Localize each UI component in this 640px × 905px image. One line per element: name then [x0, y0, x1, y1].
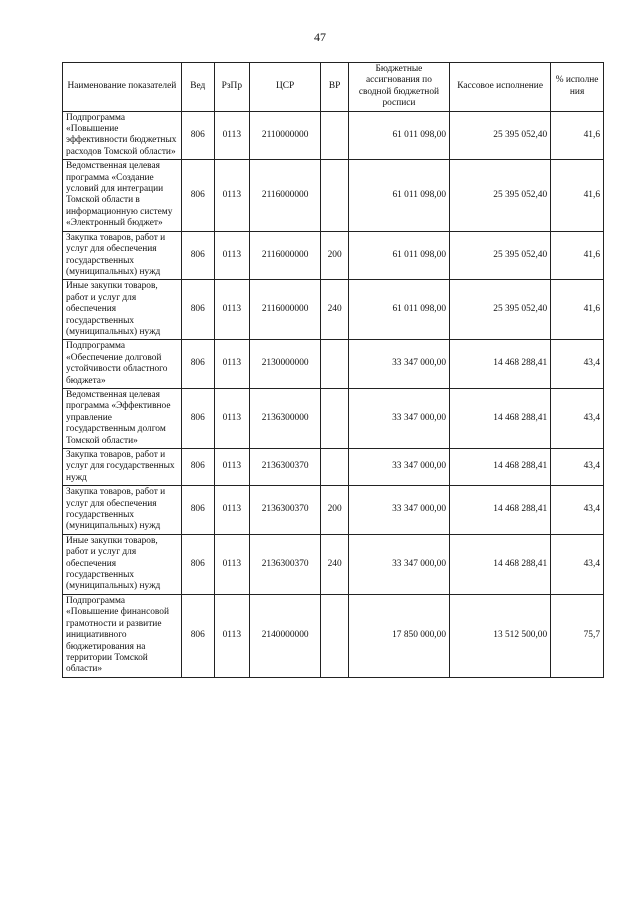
- cell-vr: [321, 160, 348, 231]
- cell-ved: 806: [181, 388, 214, 448]
- cell-rzpr: 0113: [214, 340, 249, 389]
- cell-budget: 33 347 000,00: [348, 388, 449, 448]
- cell-budget: 33 347 000,00: [348, 486, 449, 535]
- page-number: 47: [314, 30, 326, 44]
- cell-ved: 806: [181, 231, 214, 280]
- cell-name: Закупка товаров, работ и услуг для обеспечения государственных (муниципальных) нужд: [63, 231, 182, 280]
- cell-ved: 806: [181, 486, 214, 535]
- cell-budget: 33 347 000,00: [348, 340, 449, 389]
- cell-vr: [321, 449, 348, 486]
- cell-csr: 2136300370: [249, 449, 320, 486]
- cell-name: Подпрограмма «Повышение эффективности бюджетных расходов Томской области»: [63, 111, 182, 160]
- cell-vr: 240: [321, 534, 348, 594]
- cell-ved: 806: [181, 111, 214, 160]
- cell-budget: 17 850 000,00: [348, 594, 449, 677]
- cell-rzpr: 0113: [214, 388, 249, 448]
- cell-vr: 200: [321, 231, 348, 280]
- cell-budget: 33 347 000,00: [348, 449, 449, 486]
- cell-vr: [321, 340, 348, 389]
- header-budget: Бюджетные ассигнования по сводной бюджетной росписи: [348, 63, 449, 112]
- cell-name: Подпрограмма «Повышение финансовой грамотности и развитие инициативного бюджетирования на территории Томской области»: [63, 594, 182, 677]
- cell-cash: 25 395 052,40: [450, 231, 551, 280]
- cell-cash: 14 468 288,41: [450, 534, 551, 594]
- header-rzpr: РзПр: [214, 63, 249, 112]
- cell-csr: 2116000000: [249, 231, 320, 280]
- cell-ved: 806: [181, 449, 214, 486]
- cell-name: Ведомственная целевая программа «Создание условий для интеграции Томской области в информационную систему «Электронный бюджет»: [63, 160, 182, 231]
- table-row: [63, 280, 604, 340]
- cell-pct: 43,4: [551, 449, 604, 486]
- cell-cash: 25 395 052,40: [450, 280, 551, 340]
- cell-pct: 43,4: [551, 388, 604, 448]
- cell-pct: 43,4: [551, 340, 604, 389]
- cell-ved: 806: [181, 340, 214, 389]
- cell-budget: 61 011 098,00: [348, 231, 449, 280]
- cell-budget: 61 011 098,00: [348, 111, 449, 160]
- cell-csr: 2110000000: [249, 111, 320, 160]
- cell-pct: 75,7: [551, 594, 604, 677]
- cell-ved: 806: [181, 280, 214, 340]
- cell-ved: 806: [181, 534, 214, 594]
- budget-execution-table: [62, 62, 604, 678]
- cell-cash: 13 512 500,00: [450, 594, 551, 677]
- cell-name: Ведомственная целевая программа «Эффективное управление государственным долгом Томской области»: [63, 388, 182, 448]
- cell-rzpr: 0113: [214, 486, 249, 535]
- cell-pct: 41,6: [551, 111, 604, 160]
- cell-rzpr: 0113: [214, 449, 249, 486]
- cell-ved: 806: [181, 160, 214, 231]
- cell-name: Иные закупки товаров, работ и услуг для обеспечения государственных (муниципальных) нужд: [63, 280, 182, 340]
- cell-csr: 2116000000: [249, 280, 320, 340]
- cell-budget: 61 011 098,00: [348, 160, 449, 231]
- cell-vr: [321, 388, 348, 448]
- cell-budget: 61 011 098,00: [348, 280, 449, 340]
- cell-budget: 33 347 000,00: [348, 534, 449, 594]
- header-vr: ВР: [321, 63, 348, 112]
- table-header-row: [63, 63, 604, 112]
- cell-name: Подпрограмма «Обеспечение долговой устойчивости областного бюджета»: [63, 340, 182, 389]
- cell-rzpr: 0113: [214, 231, 249, 280]
- cell-csr: 2116000000: [249, 160, 320, 231]
- cell-csr: 2136300370: [249, 486, 320, 535]
- cell-cash: 14 468 288,41: [450, 449, 551, 486]
- table-row: [63, 449, 604, 486]
- cell-pct: 41,6: [551, 231, 604, 280]
- cell-pct: 43,4: [551, 486, 604, 535]
- header-cash: Кассовое исполнение: [450, 63, 551, 112]
- table-row: [63, 231, 604, 280]
- cell-vr: [321, 594, 348, 677]
- cell-name: Иные закупки товаров, работ и услуг для обеспечения государственных (муниципальных) нужд: [63, 534, 182, 594]
- cell-cash: 14 468 288,41: [450, 388, 551, 448]
- cell-cash: 14 468 288,41: [450, 340, 551, 389]
- table-row: [63, 486, 604, 535]
- cell-vr: 200: [321, 486, 348, 535]
- cell-rzpr: 0113: [214, 160, 249, 231]
- cell-rzpr: 0113: [214, 111, 249, 160]
- cell-rzpr: 0113: [214, 534, 249, 594]
- table-row: [63, 160, 604, 231]
- cell-vr: [321, 111, 348, 160]
- table-row: [63, 340, 604, 389]
- header-pct: % исполне ния: [551, 63, 604, 112]
- cell-cash: 25 395 052,40: [450, 160, 551, 231]
- cell-rzpr: 0113: [214, 594, 249, 677]
- cell-name: Закупка товаров, работ и услуг для обеспечения государственных (муниципальных) нужд: [63, 486, 182, 535]
- cell-vr: 240: [321, 280, 348, 340]
- cell-pct: 43,4: [551, 534, 604, 594]
- header-name: Наименование показателей: [63, 63, 182, 112]
- cell-cash: 14 468 288,41: [450, 486, 551, 535]
- cell-csr: 2130000000: [249, 340, 320, 389]
- table-row: [63, 594, 604, 677]
- cell-pct: 41,6: [551, 160, 604, 231]
- table-row: [63, 534, 604, 594]
- cell-ved: 806: [181, 594, 214, 677]
- cell-csr: 2136300370: [249, 534, 320, 594]
- cell-name: Закупка товаров, работ и услуг для государственных нужд: [63, 449, 182, 486]
- cell-pct: 41,6: [551, 280, 604, 340]
- cell-cash: 25 395 052,40: [450, 111, 551, 160]
- cell-csr: 2140000000: [249, 594, 320, 677]
- header-csr: ЦСР: [249, 63, 320, 112]
- table-row: [63, 388, 604, 448]
- cell-rzpr: 0113: [214, 280, 249, 340]
- cell-csr: 2136300000: [249, 388, 320, 448]
- header-ved: Вед: [181, 63, 214, 112]
- table-row: [63, 111, 604, 160]
